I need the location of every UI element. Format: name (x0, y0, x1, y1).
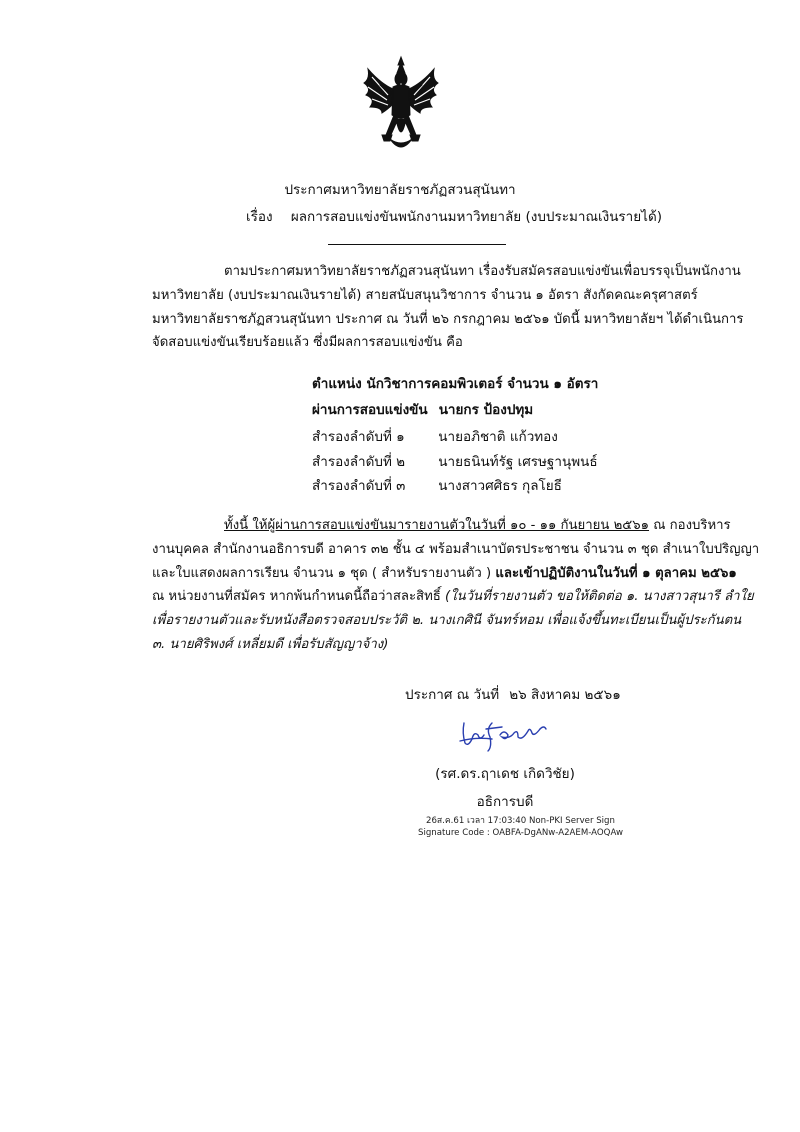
report-dates: ทั้งนี้ ให้ผู้ผ่านการสอบแข่งขันมารายงานตัวในวันที่ ๑๐ - ๑๑ กันยายน ๒๕๖๑ (224, 518, 650, 533)
reserve-label: สำรองลำดับที่ ๑ (312, 429, 405, 445)
passed-row (312, 398, 533, 420)
announcement-date: ๒๖ สิงหาคม ๒๕๖๑ (509, 687, 621, 703)
instructions-l4-normal: ณ หน่วยงานที่สมัคร หากพ้นกำหนดนี้ถือว่าสละสิทธิ์ (152, 589, 441, 605)
intro-line-4: จัดสอบแข่งขันเรียบร้อยแล้ว ซึ่งมีผลการสอบแข่งขัน คือ (152, 335, 463, 351)
instructions-l3-normal: และใบแสดงผลการเรียน จำนวน ๑ ชุด ( สำหรับรายงานตัว ) (152, 565, 492, 581)
instructions-line-5: เพื่อรายงานตัวและรับหนังสือตรวจสอบประวัติ ๒. นางเกศินี จันทร์หอม เพื่อแจ้งขึ้นทะเบียนเป็นผู้ประกันตน (152, 613, 742, 629)
reserve-row-3 (312, 474, 562, 496)
instructions-line-6: ๓. นายศิริพงศ์ เหลี่ยมดี เพื่อรับสัญญาจ้าง) (152, 636, 389, 652)
instructions-line-3 (152, 562, 737, 586)
instructions-paragraph (152, 514, 760, 657)
intro-line-1: ตามประกาศมหาวิทยาลัยราชภัฏสวนสุนันทา เรื่องรับสมัครสอบแข่งขันเพื่อบรรจุเป็นพนักงาน (224, 264, 741, 279)
garuda-emblem-icon (360, 55, 442, 160)
instructions-line-2: งานบุคคล สำนักงานอธิการบดี อาคาร ๓๒ ชั้น ๔ พร้อมสำเนาบัตรประชาชน จำนวน ๓ ชุด สำเนาใบปริญญา (152, 541, 760, 557)
reserve-label: สำรองลำดับที่ ๓ (312, 478, 406, 494)
handwritten-signature-icon (456, 713, 551, 753)
instructions-line-1 (152, 514, 731, 538)
reserve-name: นายธนินท์รัฐ เศรษฐานุพนธ์ (438, 454, 598, 470)
announced-at-label: ประกาศ ณ วันที่ (405, 687, 500, 703)
signer-position: อธิการบดี (476, 794, 534, 810)
reserve-row-2 (312, 450, 598, 472)
intro-paragraph (152, 260, 744, 355)
announcement-date-line (405, 683, 621, 705)
instructions-l1-rest: ณ กองบริหาร (653, 518, 731, 533)
sign-info: 26ส.ค.61 เวลา 17:03:40 Non-PKI Server Sign (426, 816, 615, 826)
reserve-label: สำรองลำดับที่ ๒ (312, 454, 406, 470)
subject-text: ผลการสอบแข่งขันพนักงานมหาวิทยาลัย (งบประมาณเงินรายได้) (290, 209, 662, 225)
signer-name: (รศ.ดร.ฤาเดช เกิดวิชัย) (435, 766, 575, 782)
position-title: ตำแหน่ง นักวิชาการคอมพิวเตอร์ จำนวน ๑ อัตรา (312, 376, 599, 392)
instructions-l4-italic: (ในวันที่รายงานตัว ขอให้ติดต่อ ๑. นางสาวสุนารี ลำใย (445, 589, 754, 605)
intro-line-3: มหาวิทยาลัยราชภัฏสวนสุนันทา ประกาศ ณ วันที่ ๒๖ กรกฎาคม ๒๕๖๑ บัดนี้ มหาวิทยาลัยฯ ได้ดำเนินการ (152, 311, 744, 327)
reserve-name: นางสาวศศิธร กุลโยธี (438, 478, 562, 494)
title-divider (328, 244, 506, 245)
passed-name: นายกร ป้องปทุม (438, 402, 534, 418)
intro-line-2: มหาวิทยาลัย (งบประมาณเงินรายได้) สายสนับสนุนวิชาการ จำนวน ๑ อัตรา สังกัดคณะครุศาสตร์ (152, 287, 698, 303)
start-work-date: และเข้าปฏิบัติงานในวันที่ ๑ ตุลาคม ๒๕๖๑ (495, 565, 737, 581)
announcement-title: ประกาศมหาวิทยาลัยราชภัฏสวนสุนันทา (284, 182, 516, 198)
subject-label: เรื่อง (246, 209, 273, 225)
reserve-name: นายอภิชาติ แก้วทอง (438, 429, 558, 445)
reserve-row-1 (312, 425, 558, 447)
instructions-line-4 (152, 585, 754, 609)
passed-label: ผ่านการสอบแข่งขัน (312, 402, 428, 418)
signature-code: Signature Code : OABFA-DgANw-A2AEM-AOQAw (418, 828, 623, 838)
subject-line (246, 205, 662, 227)
